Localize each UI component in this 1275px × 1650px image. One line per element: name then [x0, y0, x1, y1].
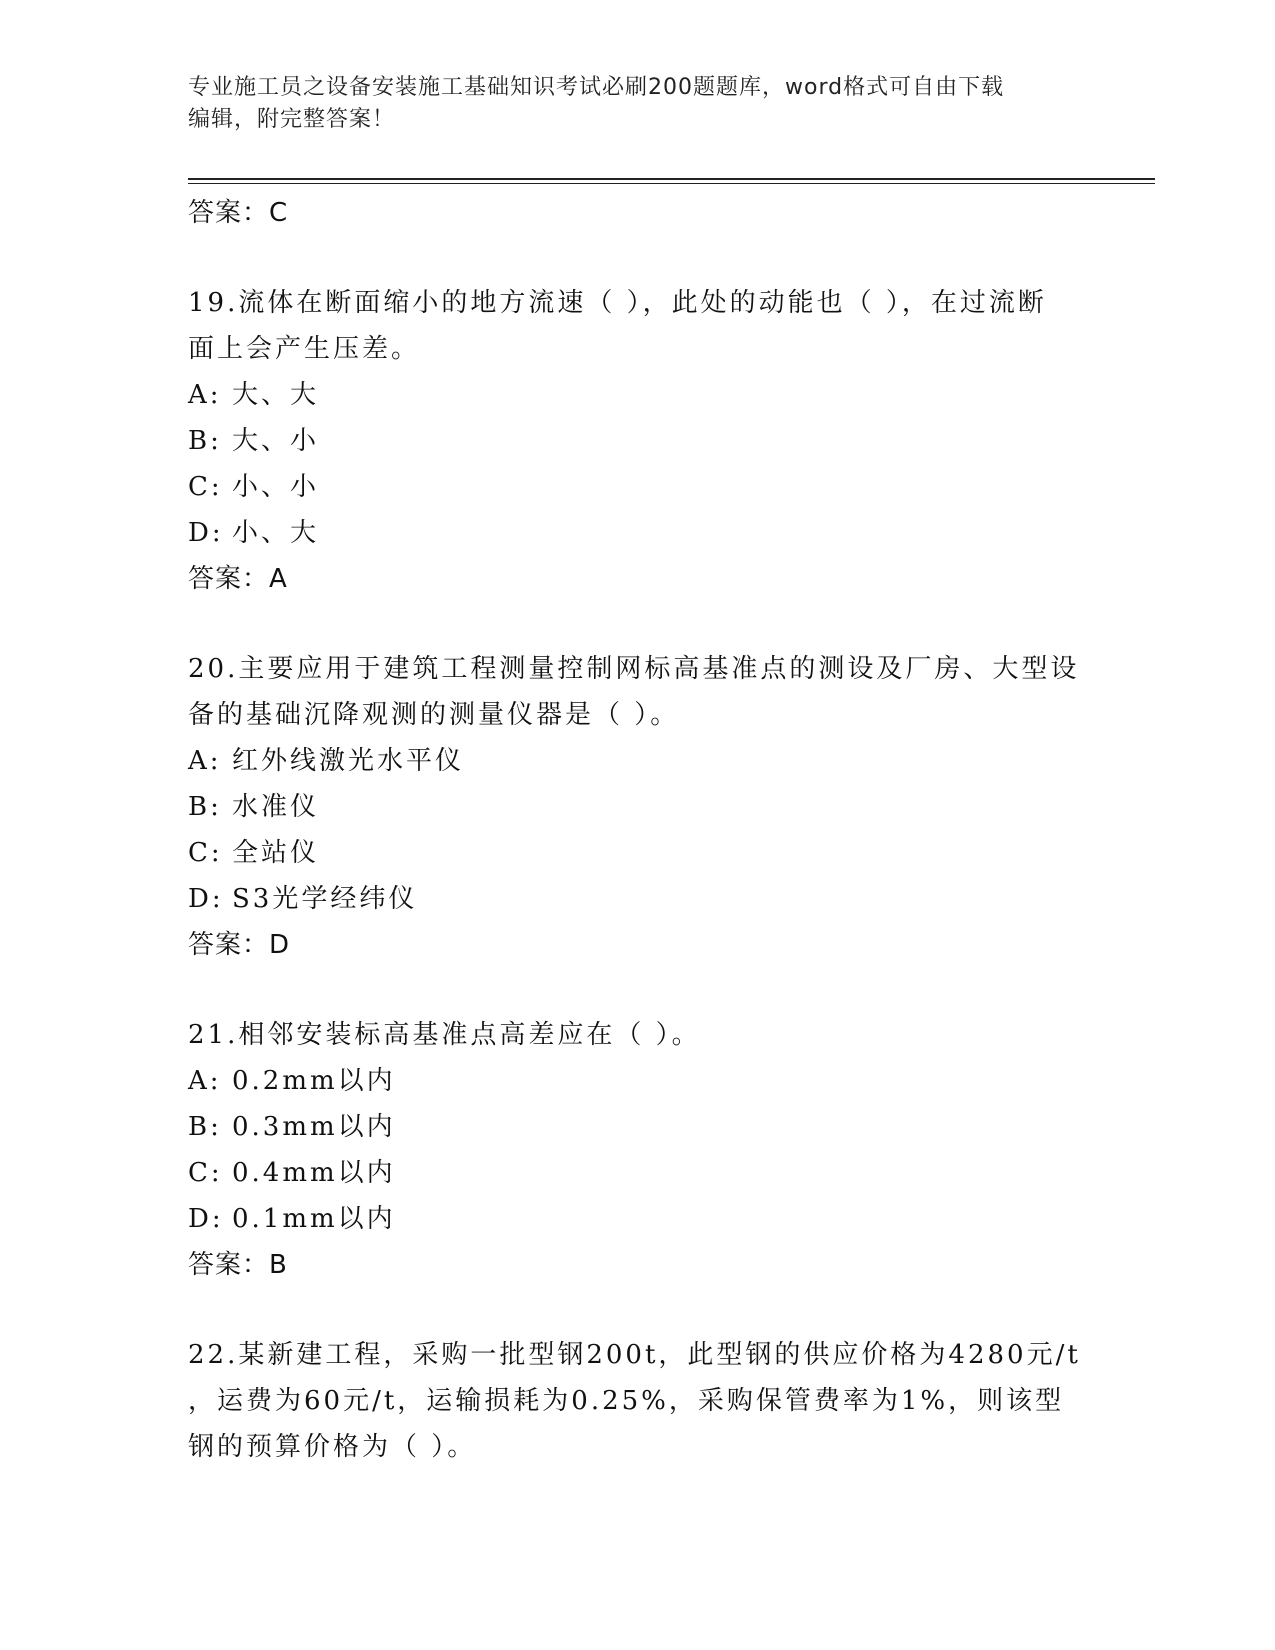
- question-21: [188, 1012, 1088, 1288]
- header-divider-thin: [188, 183, 1155, 184]
- option-b: [188, 418, 1088, 464]
- option-c: [188, 830, 1088, 876]
- answer-q20: 答案：D: [188, 930, 291, 960]
- option-letter: C:: [188, 472, 223, 502]
- question-stem: [188, 646, 1088, 738]
- option-text: 大、小: [232, 426, 320, 456]
- option-text: 大、大: [232, 380, 320, 410]
- option-letter: A:: [188, 746, 222, 776]
- option-b: [188, 1104, 1088, 1150]
- option-c: [188, 1150, 1088, 1196]
- option-letter: C:: [188, 1158, 223, 1188]
- answer-q19: 答案：A: [188, 564, 288, 594]
- question-stem-line: 钢的预算价格为（ ）。: [188, 1432, 477, 1462]
- option-letter: B:: [188, 1112, 222, 1142]
- question-stem-line: 20.主要应用于建筑工程测量控制网标高基准点的测设及厂房、大型设: [188, 654, 1080, 684]
- option-letter: A:: [188, 1066, 222, 1096]
- option-text: 0.2mm以内: [232, 1066, 396, 1096]
- option-letter: D:: [188, 1204, 224, 1234]
- option-text: 小、小: [232, 472, 320, 502]
- answer-q21: 答案：B: [188, 1250, 288, 1280]
- question-list: [188, 186, 1088, 1470]
- option-text: 全站仪: [232, 838, 320, 868]
- question-stem-line: 21.相邻安装标高基准点高差应在（ ）。: [188, 1020, 701, 1050]
- option-letter: B:: [188, 792, 222, 822]
- answer-q18: 答案：C: [188, 198, 289, 228]
- option-text: 0.3mm以内: [232, 1112, 396, 1142]
- option-text: 0.4mm以内: [232, 1158, 396, 1188]
- question-20: [188, 646, 1088, 968]
- option-d: [188, 510, 1088, 556]
- question-stem: [188, 1012, 1088, 1058]
- option-text: 小、大: [232, 518, 320, 548]
- question-stem-line: 22.某新建工程，采购一批型钢200t，此型钢的供应价格为4280元/t: [188, 1340, 1081, 1370]
- question-stem-line: 备的基础沉降观测的测量仪器是（ ）。: [188, 700, 680, 730]
- question-stem: [188, 280, 1088, 372]
- option-text: 水准仪: [232, 792, 320, 822]
- question-stem-line: ，运费为60元/t，运输损耗为0.25%，采购保管费率为1%，则该型: [188, 1386, 1065, 1416]
- option-letter: B:: [188, 426, 222, 456]
- option-letter: A:: [188, 380, 222, 410]
- document-header: [188, 72, 1088, 136]
- option-text: 红外线激光水平仪: [232, 746, 465, 776]
- header-title-line2: 编辑，附完整答案！: [188, 107, 396, 132]
- option-d: [188, 1196, 1088, 1242]
- option-text: 0.1mm以内: [232, 1204, 396, 1234]
- option-d: [188, 876, 1088, 922]
- option-c: [188, 464, 1088, 510]
- option-a: [188, 738, 1088, 784]
- option-a: [188, 372, 1088, 418]
- question-stem: [188, 1332, 1088, 1470]
- option-letter: D:: [188, 518, 224, 548]
- question-19: [188, 280, 1088, 602]
- option-text: S3光学经纬仪: [232, 884, 418, 914]
- header-title-line1: 专业施工员之设备安装施工基础知识考试必刷200题题库，word格式可自由下载: [188, 75, 1005, 100]
- question-22: [188, 1332, 1088, 1470]
- header-divider-thick: [188, 178, 1155, 180]
- option-b: [188, 784, 1088, 830]
- option-a: [188, 1058, 1088, 1104]
- option-letter: D:: [188, 884, 224, 914]
- question-stem-line: 19.流体在断面缩小的地方流速（ ），此处的动能也（ ），在过流断: [188, 288, 1047, 318]
- question-stem-line: 面上会产生压差。: [188, 334, 421, 364]
- option-letter: C:: [188, 838, 223, 868]
